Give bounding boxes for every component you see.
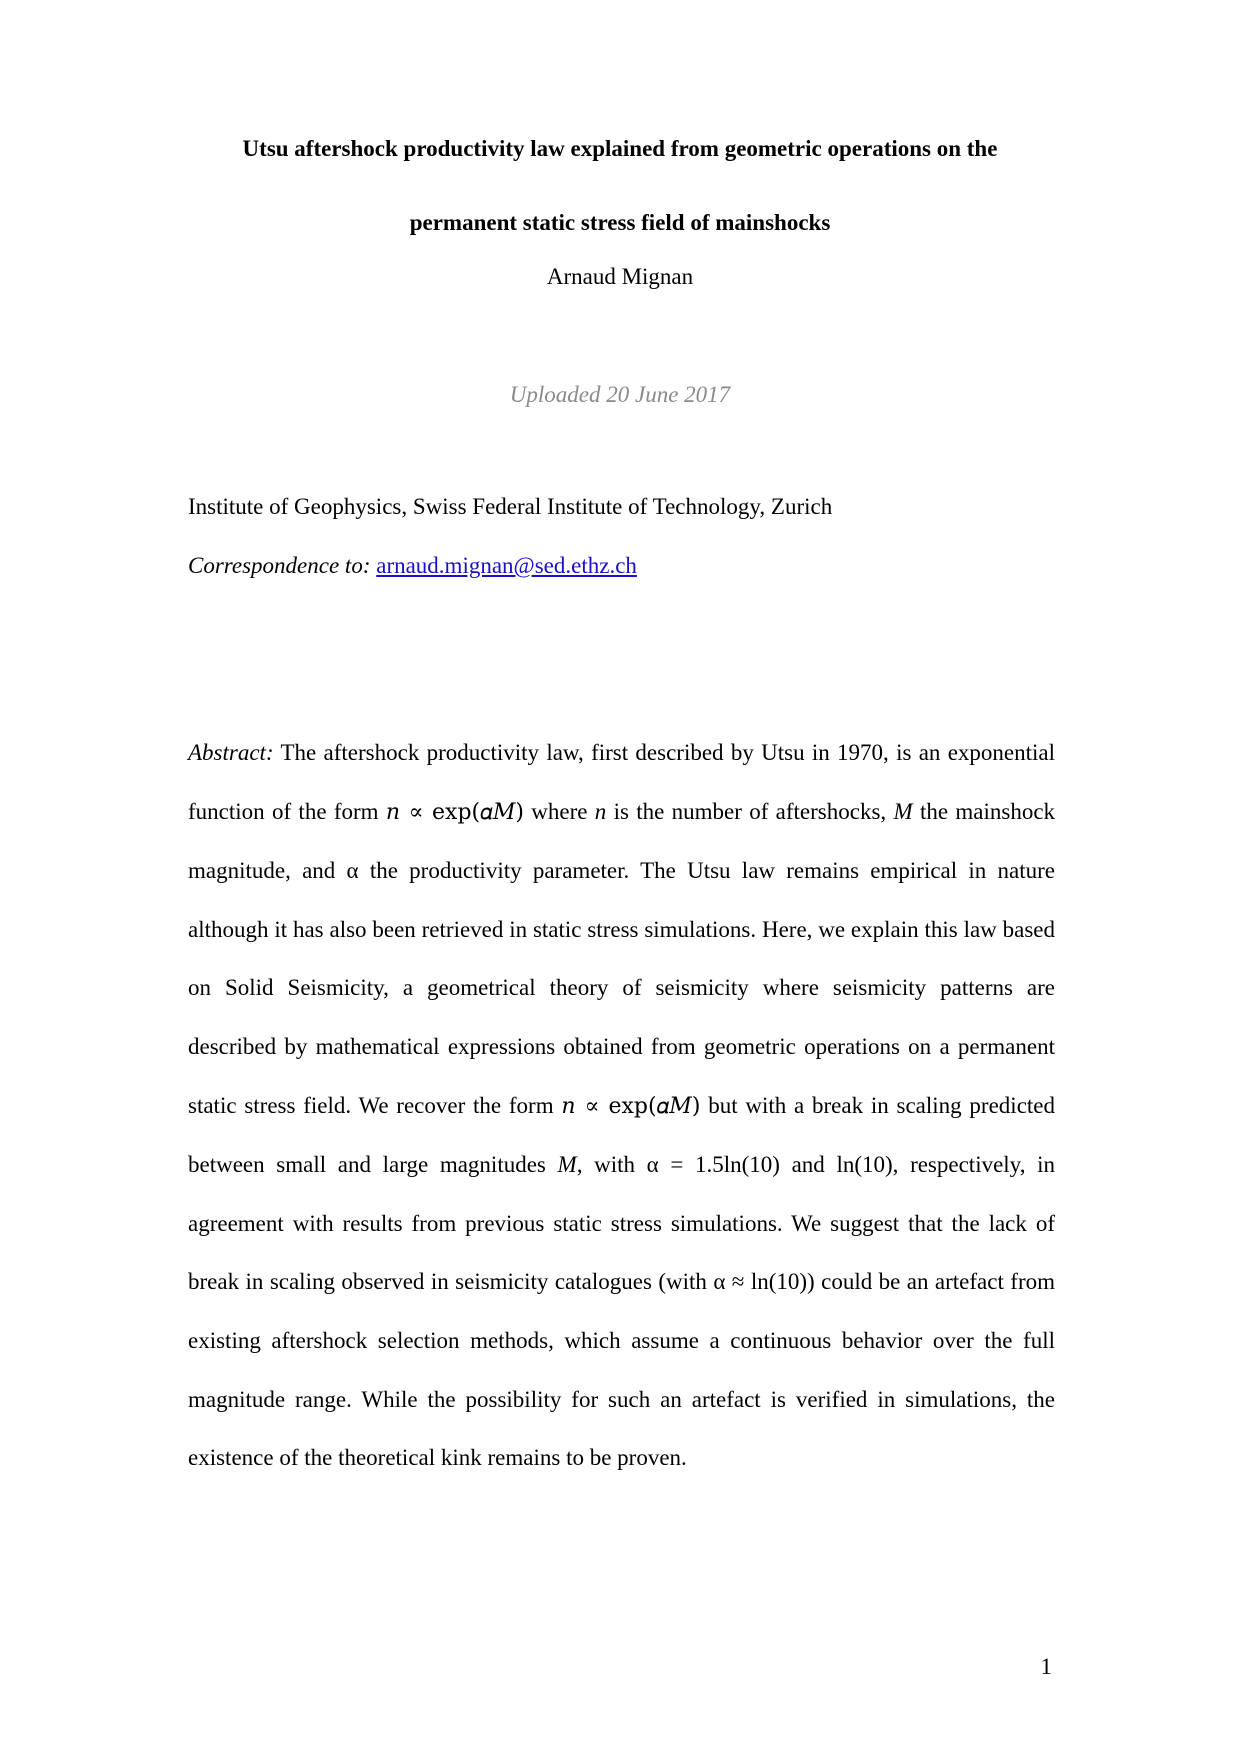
correspondence	[188, 551, 637, 581]
variable-n: n	[594, 798, 607, 824]
abstract-text-3: is the number of aftershocks,	[613, 798, 887, 824]
email-link[interactable]: arnaud.mignan@sed.ethz.ch	[376, 553, 637, 578]
upload-date: Uploaded 20 June 2017	[509, 382, 731, 407]
variable-m: M	[893, 798, 913, 824]
variable-m-2: M	[557, 1152, 577, 1178]
author-name: Arnaud Mignan	[546, 264, 694, 289]
abstract-text-6: , with α = 1.5ln(10) and ln(10), respectively, in agreement with results from previous static stress simulations. We suggest that the lack of break in scaling observed in seismicity catalogues (with α ≈ ln(10)) could be an artefact from existing aftershock selection methods, which assume a continuous behavior over the full magnitude range. While the possibility for such an artefact is verified in simulations, the existence of the theoretical kink remains to be proven.	[188, 1152, 1055, 1471]
equation-productivity-2: 𝑛 ∝ exp(𝛼𝑀)	[561, 1093, 701, 1119]
abstract-text-5: but with a break in scaling predicted between small and large magnitudes	[188, 1092, 1056, 1178]
abstract-text-1: The aftershock productivity law, first described by Utsu in 1970, is an exponential function of the form	[188, 740, 1055, 824]
abstract-text-2: where	[531, 798, 588, 824]
correspondence-label: Correspondence to:	[188, 553, 371, 578]
abstract-paragraph	[188, 724, 1055, 1488]
abstract-label: Abstract:	[188, 740, 274, 765]
page-number: 1	[1040, 1654, 1052, 1679]
affiliation: Institute of Geophysics, Swiss Federal Institute of Technology, Zurich	[188, 494, 833, 519]
abstract-text-4: the mainshock magnitude, and α the productivity parameter. The Utsu law remains empirical in nature although it has also been retrieved in static stress simulations. Here, we explain this law based on Solid Seismicity, a geometrical theory of seismicity where seismicity patterns are described by mathematical expressions obtained from geometric operations on a permanent static stress field. We recover the form	[188, 798, 1056, 1118]
title-line-2: permanent static stress field of mainshocks	[409, 210, 831, 235]
title-line-1: Utsu aftershock productivity law explained from geometric operations on the	[242, 136, 998, 161]
equation-productivity-1: 𝑛 ∝ exp(𝛼𝑀)	[385, 799, 524, 825]
